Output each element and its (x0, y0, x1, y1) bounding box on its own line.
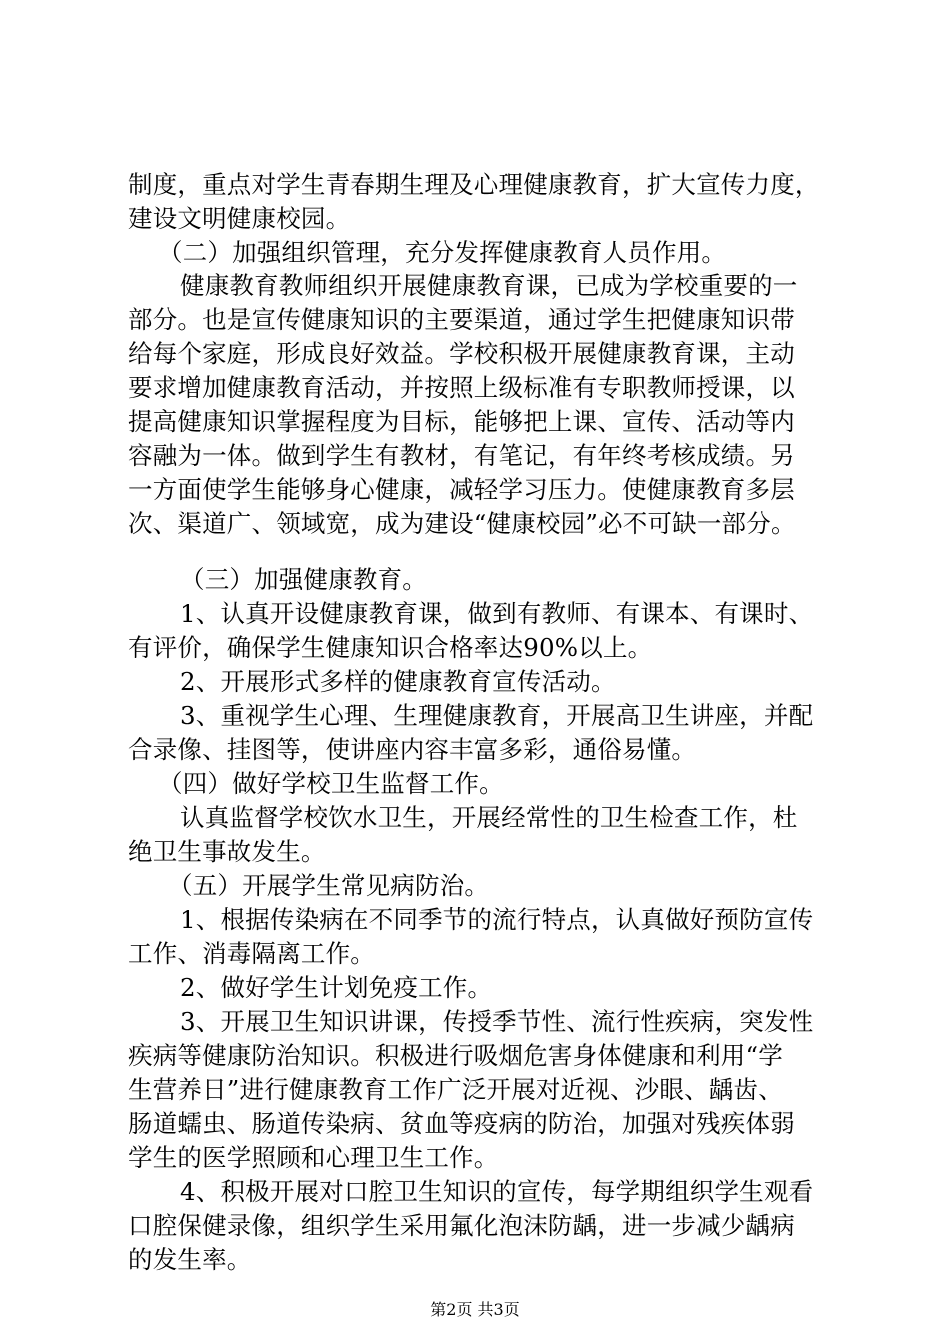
list-item: 2、开展形式多样的健康教育宣传活动。 (180, 667, 616, 696)
body-line: 疾病等健康防治知识。积极进行吸烟危害身体健康和利用“学 (128, 1041, 783, 1070)
page-number: 第2页 共3页 (430, 1300, 520, 1319)
list-item: 4、积极开展对口腔卫生知识的宣传，每学期组织学生观看 (180, 1177, 814, 1206)
body-line: 学生的医学照顾和心理卫生工作。 (128, 1143, 499, 1172)
list-item: 2、做好学生计划免疫工作。 (180, 973, 493, 1002)
body-line: 提高健康知识掌握程度为目标，能够把上课、宣传、活动等内 (128, 407, 795, 436)
body-line: 给每个家庭，形成良好效益。学校积极开展健康教育课，主动 (128, 339, 795, 368)
section-heading: （四）做好学校卫生监督工作。 (158, 769, 504, 798)
body-line: 合录像、挂图等，使讲座内容丰富多彩，通俗易懂。 (128, 735, 697, 764)
section-heading: （二）加强组织管理，充分发挥健康教育人员作用。 (158, 238, 727, 267)
body-line: 口腔保健录像，组织学生采用氟化泡沫防龋，进一步减少龋病 (128, 1211, 795, 1240)
list-item: 3、开展卫生知识讲课，传授季节性、流行性疾病，突发性 (180, 1007, 814, 1036)
body-line: 生营养日”进行健康教育工作广泛开展对近视、沙眼、龋齿、 (128, 1075, 783, 1104)
body-line: 建设文明健康校园。 (128, 204, 351, 233)
section-heading: （五）开展学生常见病防治。 (168, 871, 490, 900)
body-line: 容融为一体。做到学生有教材，有笔记，有年终考核成绩。另 (128, 441, 795, 470)
body-line: 有评价，确保学生健康知识合格率达90%以上。 (128, 633, 653, 662)
body-line: 绝卫生事故发生。 (128, 837, 326, 866)
body-line: 一方面使学生能够身心健康，减轻学习压力。使健康教育多层 (128, 475, 795, 504)
body-line: 要求增加健康教育活动，并按照上级标准有专职教师授课，以 (128, 373, 795, 402)
body-line: 认真监督学校饮水卫生，开展经常性的卫生检查工作，杜 (180, 803, 798, 832)
list-item: 1、根据传染病在不同季节的流行特点，认真做好预防宣传 (180, 905, 814, 934)
body-line: 工作、消毒隔离工作。 (128, 939, 375, 968)
body-line: 肠道蠕虫、肠道传染病、贫血等疫病的防治，加强对残疾体弱 (128, 1109, 795, 1138)
body-line: 部分。也是宣传健康知识的主要渠道，通过学生把健康知识带 (128, 305, 795, 334)
body-line: 的发生率。 (128, 1245, 252, 1274)
section-heading: （三）加强健康教育。 (180, 565, 427, 594)
body-line: 次、渠道广、领域宽，成为建设“健康校园”必不可缺一部分。 (128, 509, 796, 538)
list-item: 1、认真开设健康教育课，做到有教师、有课本、有课时、 (180, 599, 814, 628)
body-line: 健康教育教师组织开展健康教育课，已成为学校重要的一 (180, 271, 798, 300)
list-item: 3、重视学生心理、生理健康教育，开展高卫生讲座，并配 (180, 701, 814, 730)
body-line: 制度，重点对学生青春期生理及心理健康教育，扩大宣传力度， (128, 170, 820, 199)
